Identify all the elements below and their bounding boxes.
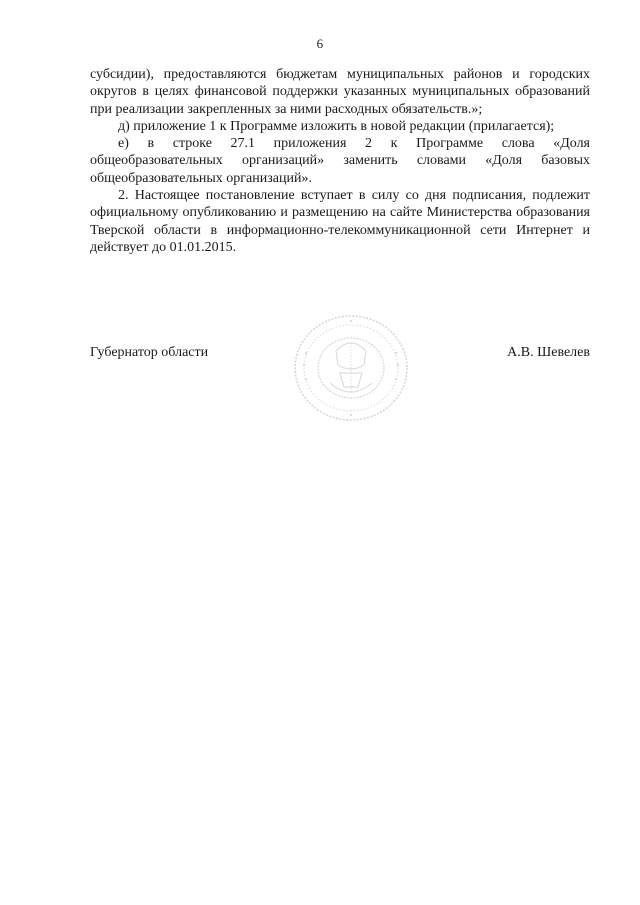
paragraph-subsidies-continuation: субсидии), предоставляются бюджетам муниципальных районов и городских округов в целях финансовой поддержки указанных муниципальных образований при реализации закрепленных за ними расходных обязательств.»;	[90, 67, 590, 117]
document-body	[90, 66, 590, 256]
signatory-position: Губернатор области	[90, 345, 209, 360]
official-seal-stamp	[292, 313, 410, 423]
paragraph-item-e: е) в строке 27.1 приложения 2 к Программе слова «Доля общеобразовательных организаций» заменить словами «Доля базовых общеобразовательных организаций».	[90, 136, 590, 186]
paragraph-item-d: д) приложение 1 к Программе изложить в новой редакции (прилагается);	[118, 118, 555, 134]
signatory-name: А.В. Шевелев	[507, 345, 590, 360]
page-number: 6	[316, 36, 324, 51]
paragraph-effective-date: 2. Настоящее постановление вступает в силу со дня подписания, подлежит официальному опубликованию и размещению на сайте Министерства образования Тверской области в информационно-телекоммуникационной сети Интернет и действует до 01.01.2015.	[90, 188, 590, 255]
